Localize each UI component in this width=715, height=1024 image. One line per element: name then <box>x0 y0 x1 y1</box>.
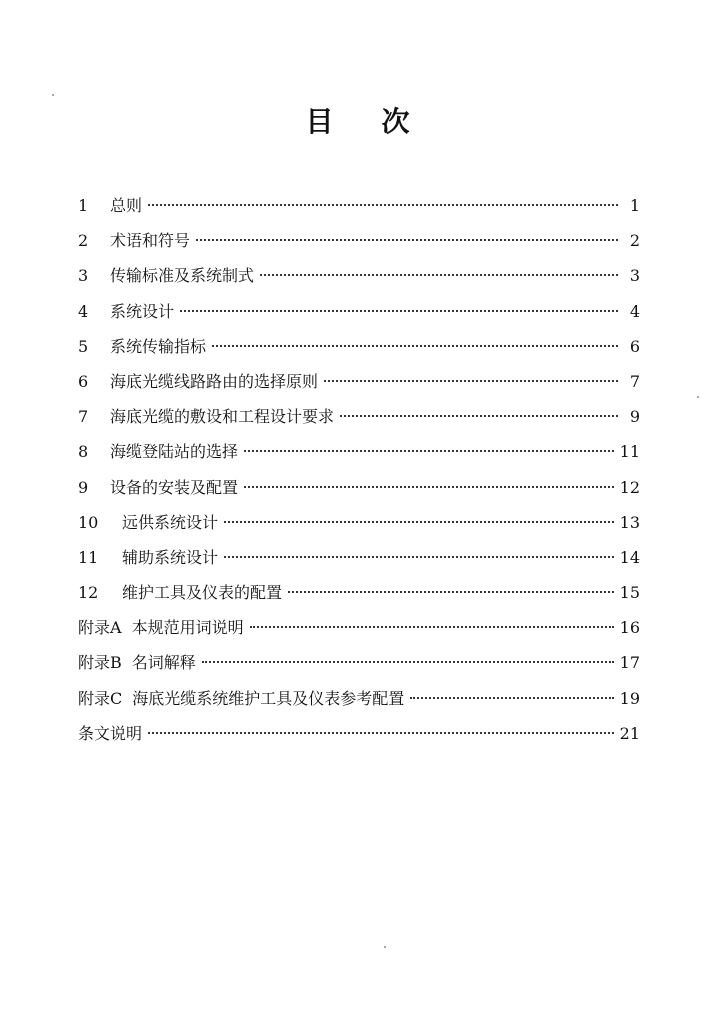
toc-dot-leader <box>410 697 613 699</box>
toc-entry-page: 3 <box>629 266 640 286</box>
page-title <box>0 100 715 140</box>
toc-entry[interactable] <box>78 581 640 616</box>
toc-entry[interactable] <box>78 405 640 440</box>
toc-dot-leader <box>224 556 614 558</box>
toc-entry[interactable] <box>78 440 640 475</box>
toc-entry-number: 10 <box>78 512 99 532</box>
toc-entry-page: 1 <box>629 196 640 215</box>
toc-entry-page: 9 <box>629 407 640 427</box>
toc-entry-title: 总则 <box>110 196 143 215</box>
toc-entry-title: 海底光缆线路路由的选择原则 <box>110 371 319 391</box>
toc-dot-leader <box>212 345 618 347</box>
toc-entry-page: 16 <box>619 618 640 638</box>
toc-entry-page: 19 <box>619 688 640 708</box>
toc-entry-page: 6 <box>629 336 640 356</box>
toc-entry[interactable] <box>78 194 640 229</box>
toc-entry-number: 4 <box>78 301 89 321</box>
toc-entry[interactable] <box>78 722 640 757</box>
toc-entry[interactable] <box>78 264 640 299</box>
toc-dot-leader <box>324 380 618 382</box>
toc-entry-title: 系统设计 <box>110 301 175 321</box>
toc-dot-leader <box>148 732 614 734</box>
toc-dot-leader <box>288 591 614 593</box>
toc-entry-number: 附录B <box>78 653 122 673</box>
toc-entry-title: 本规范用词说明 <box>131 618 244 638</box>
toc-dot-leader <box>244 450 614 452</box>
toc-entry-number: 附录C <box>78 688 123 708</box>
toc-entry[interactable] <box>78 300 640 335</box>
toc-entry[interactable] <box>78 370 640 405</box>
toc-entry-title: 海底光缆的敷设和工程设计要求 <box>110 407 335 427</box>
toc-entry-title: 名词解释 <box>131 653 196 673</box>
toc-entry-number: 6 <box>78 371 89 391</box>
toc-entry-title: 远供系统设计 <box>122 512 219 532</box>
title-char-2: 次 <box>381 105 410 138</box>
toc-entry-page: 12 <box>619 477 640 497</box>
toc-entry[interactable] <box>78 687 640 722</box>
toc-entry-number: 8 <box>78 442 89 462</box>
title-char-1: 目 <box>305 105 334 138</box>
toc-entry[interactable] <box>78 651 640 686</box>
scan-speck <box>52 94 54 96</box>
toc-entry-number: 12 <box>78 583 99 603</box>
toc-dot-leader <box>244 486 614 488</box>
toc-entry-number: 7 <box>78 407 89 427</box>
toc-entry[interactable] <box>78 476 640 511</box>
toc-dot-leader <box>202 661 614 663</box>
toc-dot-leader <box>260 274 618 276</box>
toc-entry-number: 2 <box>78 231 89 251</box>
toc-entry[interactable] <box>78 616 640 651</box>
toc-entry-number: 9 <box>78 477 89 497</box>
toc-entry-title: 辅助系统设计 <box>122 547 219 567</box>
toc-entry-page: 17 <box>619 653 640 673</box>
toc-entry-page: 15 <box>619 583 640 603</box>
scan-speck <box>697 396 699 398</box>
toc-dot-leader <box>196 239 618 241</box>
toc-entry-page: 2 <box>629 231 640 251</box>
toc-entry-title: 设备的安装及配置 <box>110 477 239 497</box>
toc-entry-number: 1 <box>78 196 89 215</box>
toc-entry-page: 14 <box>619 547 640 567</box>
toc-entry-page: 4 <box>629 301 640 321</box>
toc-entry[interactable] <box>78 229 640 264</box>
toc-entry-title: 维护工具及仪表的配置 <box>122 583 283 603</box>
toc-entry-title: 系统传输指标 <box>110 336 207 356</box>
toc-entry-title: 传输标准及系统制式 <box>110 266 255 286</box>
toc-entry-page: 7 <box>629 371 640 391</box>
toc-entry-title: 术语和符号 <box>110 231 191 251</box>
toc-entry-title: 海底光缆系统维护工具及仪表参考配置 <box>132 688 405 708</box>
toc-dot-leader <box>340 415 618 417</box>
toc-entry-page: 13 <box>619 512 640 532</box>
toc-entry-title: 海缆登陆站的选择 <box>110 442 239 462</box>
toc-entry[interactable] <box>78 511 640 546</box>
toc-dot-leader <box>148 204 618 206</box>
toc-dot-leader <box>224 521 614 523</box>
toc-dot-leader <box>250 626 614 628</box>
scan-speck <box>384 946 386 948</box>
toc-entry-number: 附录A <box>78 618 122 638</box>
toc-entry[interactable] <box>78 546 640 581</box>
toc-entry-title: 条文说明 <box>78 723 143 743</box>
table-of-contents <box>78 194 640 757</box>
toc-entry-page: 11 <box>619 442 640 462</box>
toc-entry-number: 5 <box>78 336 89 356</box>
toc-entry[interactable] <box>78 335 640 370</box>
toc-entry-number: 3 <box>78 266 89 286</box>
toc-dot-leader <box>180 310 618 312</box>
toc-entry-number: 11 <box>78 547 99 567</box>
toc-entry-page: 21 <box>619 723 640 743</box>
